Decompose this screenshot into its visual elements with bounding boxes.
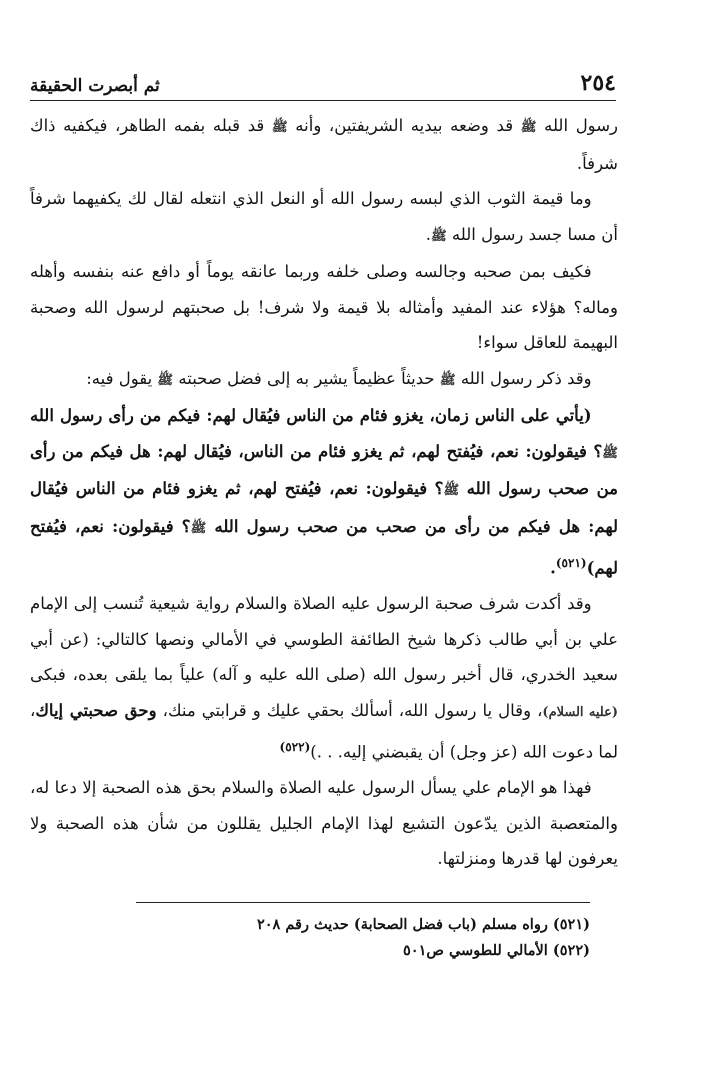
paragraph-1	[30, 108, 618, 181]
hadith-quote	[30, 398, 618, 586]
paragraph-6: فهذا هو الإمام علي يسأل الرسول عليه الصلاة والسلام بحق هذه الصحبة إلا دعا له، والمتعصبة الذين يدّعون التشيع لهذا الإمام الجليل يقللون من شأن هذه الصحبة ولا يعرفون لها قدرها ومنزلتها.	[30, 778, 618, 868]
paragraph-5-text-c: ، لما دعوت الله (عز وجل) أن يقبضني إليه. . .)	[30, 700, 618, 762]
paragraph-3: فكيف بمن صحبه وجالسه وصلى خلفه وربما عانقه يوماً أو دافع عنه بنفسه وأهله وماله؟ هؤلاء عند المفيد وأمثاله بلا قيمة ولا شرف! بل صحبتهم لرسول الله وصحبة البهيمة للعاقل سواء!	[30, 262, 618, 352]
body-text	[30, 108, 618, 877]
salla-honorific-icon: ﷺ	[271, 120, 288, 135]
paragraph-4-text-b: حديثاً عظيماً يشير به إلى فضل صحبته	[178, 368, 435, 388]
paragraph-2-text-b: .	[425, 224, 431, 244]
salla-honorific-icon: ﷺ	[430, 228, 447, 244]
hadith-text-d: ؟ فيقولون: نعم، فيُفتح لهم)	[30, 516, 618, 578]
salla-honorific-icon: ﷺ	[190, 520, 207, 536]
paragraph-5-text-a: وقد أكدت شرف صحبة الرسول عليه الصلاة والسلام رواية شيعية تُنسب إلى الإمام علي بن أبي طالب ذكرها شيخ الطائفة الطوسي في الأمالي ونصها كالتالي: (عن أبي سعيد الخدري، قال أخبر رسول الله (صلى الله عليه و آله) علياً بما يلقى بعده، فبكى	[30, 594, 618, 684]
paragraph-1-text-b: قد وضعه بيديه الشريفتين، وأنه	[295, 116, 514, 135]
footnote-521: (٥٢١) رواه مسلم (باب فضل الصحابة) حديث رقم ٢٠٨	[256, 916, 590, 933]
hadith-text-b: ؟ فيقولون: نعم، فيُفتح لهم، ثم يغزو فئام من الناس، فيُقال لهم: هل فيكم من رأى من صحب رسول الله	[30, 441, 618, 498]
paragraph-5	[30, 586, 618, 770]
paragraph-4-text-a: وقد ذكر رسول الله	[460, 368, 592, 388]
salla-honorific-icon: ﷺ	[520, 120, 537, 135]
salla-honorific-icon: ﷺ	[157, 372, 174, 388]
footnote-divider	[136, 902, 590, 903]
paragraph-4-text-c: يقول فيه:	[86, 368, 153, 388]
footnotes	[136, 912, 590, 964]
hadith-text-a: (يأتي على الناس زمان، يغزو فئام من الناس فيُقال لهم: فيكم من رأى رسول الله	[30, 406, 592, 425]
alayhi-honorific-icon: (عليه السلام)	[542, 704, 618, 720]
paragraph-2	[30, 181, 618, 254]
running-head	[30, 62, 616, 101]
salla-honorific-icon: ﷺ	[439, 372, 456, 388]
salla-honorific-icon: ﷺ	[443, 483, 460, 498]
footnote-522: (٥٢٢) الأمالي للطوسي ص٥٠١	[403, 942, 590, 959]
paragraph-1-text-a: رسول الله	[544, 116, 618, 135]
salla-honorific-icon: ﷺ	[602, 445, 618, 461]
page-number: ٢٥٤	[580, 70, 616, 96]
footnote-ref-522: (٥٢٢)	[279, 740, 311, 754]
hadith-text-c: ؟ فيقولون: نعم، فيُفتح لهم، ثم يغزو فئام من الناس فيُقال لهم: هل فيكم من رأى من صحب من صحب رسول الله	[30, 479, 618, 536]
paragraph-4	[30, 361, 618, 399]
footnote-ref-521: (٥٢١)	[555, 556, 587, 570]
paragraph-5-text-b: ، وقال يا رسول الله، أسألك بحقي عليك و قرابتي منك،	[162, 700, 543, 720]
hadith-end: .	[550, 558, 556, 578]
paragraph-2-text-a: وما قيمة الثوب الذي لبسه رسول الله أو النعل الذي انتعله لقال لك يكفيهما شرفاً أن مسا جسد رسول الله	[30, 189, 618, 244]
paragraph-1-text-c: قد قبله بفمه الطاهر، فيكفيه ذاك شرفاً.	[30, 116, 618, 173]
paragraph-5-emphasis: وحق صحبتي إياك	[35, 700, 157, 720]
book-title: ثم أبصرت الحقيقة	[30, 76, 160, 96]
